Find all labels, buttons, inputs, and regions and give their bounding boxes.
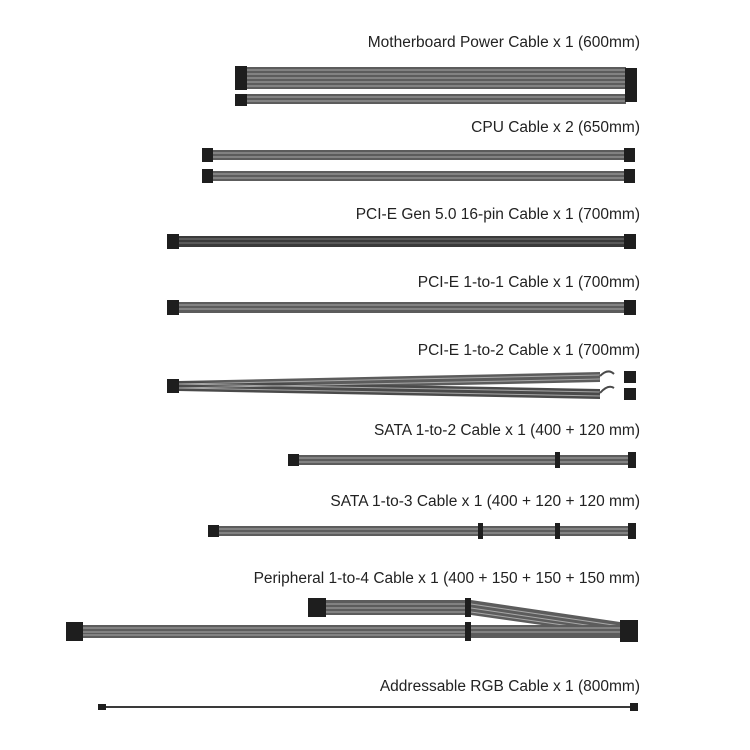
argb-cable-graphic: [98, 703, 638, 711]
caption-motherboard-cable: Motherboard Power Cable x 1 (600mm): [367, 34, 640, 51]
motherboard-cable-graphic: [235, 66, 637, 106]
connector-24pin-left: [235, 66, 247, 90]
sata-1to3-cable-graphic: [208, 523, 636, 539]
caption-argb-cable: Addressable RGB Cable x 1 (800mm): [379, 678, 640, 695]
sata-1to2-cable-graphic: [288, 452, 636, 468]
caption-cpu-cable: CPU Cable x 2 (650mm): [471, 119, 640, 136]
pcie-gen5-cable-graphic: [167, 234, 636, 249]
cpu-cable-graphic: [202, 148, 635, 183]
caption-pcie-gen5-cable: PCI-E Gen 5.0 16-pin Cable x 1 (700mm): [355, 206, 640, 223]
pcie-1to1-cable-graphic: [167, 300, 636, 315]
peripheral-1to4-cable-graphic: [66, 598, 638, 642]
caption-peripheral-1to4-cable: Peripheral 1-to-4 Cable x 1 (400 + 150 + 150 + 150 mm): [253, 570, 640, 587]
connector-left-lower: [235, 94, 247, 106]
caption-sata-1to3-cable: SATA 1-to-3 Cable x 1 (400 + 120 + 120 mm): [330, 493, 640, 510]
caption-pcie-1to2-cable: PCI-E 1-to-2 Cable x 1 (700mm): [417, 342, 640, 359]
connector-24pin-right: [625, 68, 637, 102]
pcie-1to2-cable-graphic: [167, 371, 636, 400]
caption-sata-1to2-cable: SATA 1-to-2 Cable x 1 (400 + 120 mm): [373, 422, 640, 439]
caption-pcie-1to1-cable: PCI-E 1-to-1 Cable x 1 (700mm): [417, 274, 640, 291]
